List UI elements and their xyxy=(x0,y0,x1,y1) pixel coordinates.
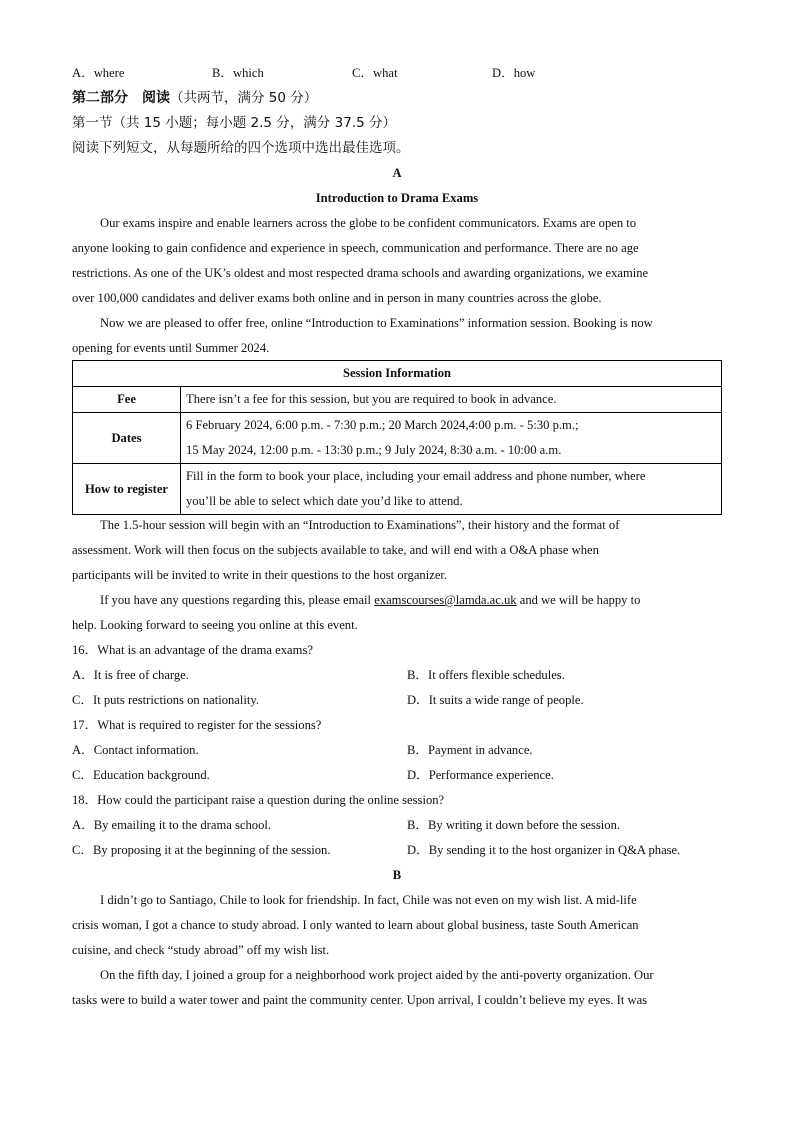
question-16-option-d: D．It suits a wide range of people. xyxy=(407,693,584,707)
table-row xyxy=(73,464,722,515)
question-18-stem: 18．How could the participant raise a question during the online session? xyxy=(72,793,445,807)
passage-b-p1-line: crisis woman, I got a chance to study abroad. I only wanted to learn about global business, taste South American xyxy=(72,918,639,932)
passage-b-p1-line: cuisine, and check “study abroad” off my wish list. xyxy=(72,943,330,957)
row-value-line: Fill in the form to book your place, including your email address and phone number, where xyxy=(186,469,646,483)
table-header: Session Information xyxy=(73,361,722,387)
question-17-option-c: C．Education background. xyxy=(72,768,210,782)
row-value-line: 6 February 2024, 6:00 p.m. - 7:30 p.m.; 20 March 2024,4:00 p.m. - 5:30 p.m.; xyxy=(186,418,579,432)
passage-a-p4-line xyxy=(100,591,640,609)
table-row xyxy=(73,387,722,413)
question-17-stem: 17．What is required to register for the sessions? xyxy=(72,718,322,732)
passage-a-p3-line: assessment. Work will then focus on the subjects available to take, and will end with a O&A phase when xyxy=(72,543,599,557)
question-17-option-a: A．Contact information. xyxy=(72,743,199,757)
question-17-option-d: D．Performance experience. xyxy=(407,768,554,782)
passage-a-p1-line: Our exams inspire and enable learners across the globe to be confident communicators. Exams are open to xyxy=(100,216,637,230)
question-18-option-b: B．By writing it down before the session. xyxy=(407,818,621,832)
question-18-option-d: D．By sending it to the host organizer in Q&A phase. xyxy=(407,843,681,857)
part-note: （共两节，满分 50 分） xyxy=(170,90,318,106)
instruction: 阅读下列短文，从每题所给的四个选项中选出最佳选项。 xyxy=(72,140,410,156)
question-18-option-a: A．By emailing it to the drama school. xyxy=(72,818,272,832)
passage-a-p1-line: over 100,000 candidates and deliver exams both online and in person in many countries across the globe. xyxy=(72,291,602,305)
passage-b-letter: B xyxy=(392,868,402,882)
prev-option-a: A．where xyxy=(72,66,125,80)
row-value-fee: There isn’t a fee for this session, but you are required to book in advance. xyxy=(181,387,722,413)
passage-a-p1-line: restrictions. As one of the UK’s oldest and most respected drama schools and awarding organizations, we examine xyxy=(72,266,649,280)
table-header-row xyxy=(73,361,722,387)
row-label-register: How to register xyxy=(73,464,181,515)
row-value-line: you’ll be able to select which date you’d like to attend. xyxy=(186,494,463,508)
p4-text: and we will be happy to xyxy=(516,593,641,607)
question-17-option-b: B．Payment in advance. xyxy=(407,743,533,757)
prev-option-d: D．how xyxy=(492,66,536,80)
question-16-option-b: B．It offers flexible schedules. xyxy=(407,668,565,682)
part-title: 第二部分 阅读 xyxy=(72,90,170,106)
subsection-title: 第一节（共 15 小题；每小题 2.5 分，满分 37.5 分） xyxy=(72,115,396,131)
part-heading xyxy=(72,89,317,107)
passage-a-p3-line: The 1.5-hour session will begin with an “Introduction to Examinations”, their history and the format of xyxy=(100,518,620,532)
question-16-stem: 16．What is an advantage of the drama exams? xyxy=(72,643,313,657)
passage-a-letter: A xyxy=(392,166,402,180)
session-info-table xyxy=(72,360,722,515)
p4-text: If you have any questions regarding this, please email xyxy=(100,593,375,607)
question-16-option-a: A．It is free of charge. xyxy=(72,668,189,682)
prev-option-c: C．what xyxy=(352,66,398,80)
passage-b-p2-line: tasks were to build a water tower and paint the community center. Upon arrival, I couldn’t believe my eyes. It was xyxy=(72,993,648,1007)
passage-a-p2-line: Now we are pleased to offer free, online “Introduction to Examinations” information session. Booking is now xyxy=(100,316,653,330)
question-16-option-c: C．It puts restrictions on nationality. xyxy=(72,693,260,707)
row-label-dates: Dates xyxy=(73,413,181,464)
prev-option-b: B．which xyxy=(212,66,264,80)
row-label-fee: Fee xyxy=(73,387,181,413)
row-value-dates xyxy=(181,413,722,464)
passage-a-p2-line: opening for events until Summer 2024. xyxy=(72,341,270,355)
question-18-option-c: C．By proposing it at the beginning of the session. xyxy=(72,843,331,857)
passage-b-p1-line: I didn’t go to Santiago, Chile to look for friendship. In fact, Chile was not even on my wish list. A mid-life xyxy=(100,893,637,907)
passage-a-title: Introduction to Drama Exams xyxy=(315,191,479,205)
row-value-register xyxy=(181,464,722,515)
passage-a-p1-line: anyone looking to gain confidence and experience in speech, communication and performance. There are no age xyxy=(72,241,639,255)
passage-a-p4-line: help. Looking forward to seeing you online at this event. xyxy=(72,618,358,632)
passage-a-p3-line: participants will be invited to write in their questions to the host organizer. xyxy=(72,568,448,582)
row-value-line: 15 May 2024, 12:00 p.m. - 13:30 p.m.; 9 July 2024, 8:30 a.m. - 10:00 a.m. xyxy=(186,443,562,457)
passage-b-p2-line: On the fifth day, I joined a group for a neighborhood work project aided by the anti-poverty organization. Our xyxy=(100,968,654,982)
table-row xyxy=(73,413,722,464)
email-link[interactable]: examscourses@lamda.ac.uk xyxy=(374,593,517,607)
